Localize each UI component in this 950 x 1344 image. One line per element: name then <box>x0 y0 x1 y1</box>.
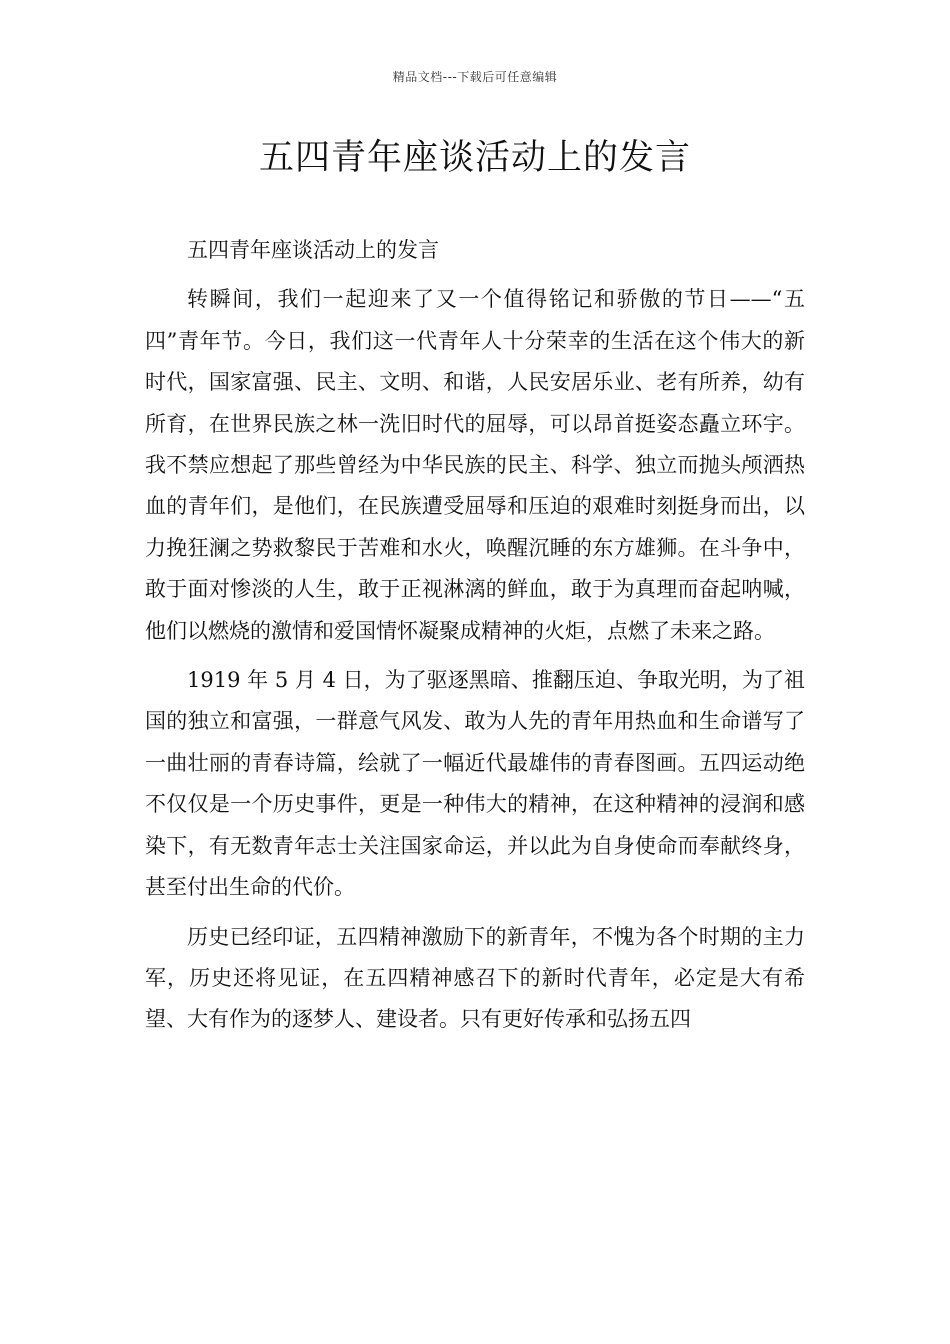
body-paragraph: 转瞬间，我们一起迎来了又一个值得铭记和骄傲的节日——“五四”青年节。今日，我们这一代青年人十分荣幸的生活在这个伟大的新时代，国家富强、民主、文明、和谐，人民安居乐业、老有所养，幼有所育，在世界民族之林一洗旧时代的屈辱，可以昂首挺姿态矗立环宇。我不禁应想起了那些曾经为中华民族的民主、科学、独立而抛头颅洒热血的青年们，是他们，在民族遭受屈辱和压迫的艰难时刻挺身而出，以力挽狂澜之势救黎民于苦难和水火，唤醒沉睡的东方雄狮。在斗争中，敢于面对惨淡的人生，敢于正视淋漓的鲜血，敢于为真理而奋起呐喊，他们以燃烧的激情和爱国情怀凝聚成精神的火炬，点燃了未来之路。 <box>145 287 805 643</box>
header-note: 精品文档---下载后可任意编辑 <box>392 70 558 84</box>
body-paragraph: 历史已经印证，五四精神激励下的新青年，不愧为各个时期的主力军，历史还将见证，在五四精神感召下的新时代青年，必定是大有希望、大有作为的逐梦人、建设者。只有更好传承和弘扬五四 <box>145 924 805 1032</box>
document-title: 五四青年座谈活动上的发言 <box>258 138 691 178</box>
body-paragraph: 1919 年 5 月 4 日，为了驱逐黑暗、推翻压迫、争取光明，为了祖国的独立和富强，一群意气风发、敢为人先的青年用热血和生命谱写了一曲壮丽的青春诗篇，绘就了一幅近代最雄伟的青春图画。五四运动绝不仅仅是一个历史事件，更是一种伟大的精神，在这种精神的浸润和感染下，有无数青年志士关注国家命运，并以此为自身使命而奉献终身，甚至付出生命的代价。 <box>145 668 805 900</box>
document-body <box>145 230 805 1049</box>
body-subtitle-paragraph: 五四青年座谈活动上的发言 <box>187 238 439 262</box>
